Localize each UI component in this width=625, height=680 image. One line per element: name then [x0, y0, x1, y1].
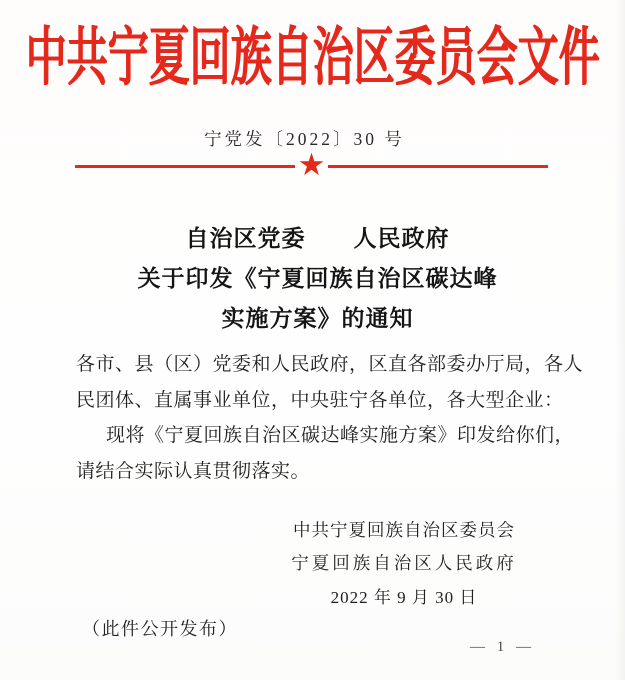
- recipients-line-1: 各市、县（区）党委和人民政府，区直各部委办厅局，各人: [76, 354, 584, 375]
- document-number: 宁党发〔2022〕30 号: [204, 129, 405, 149]
- title-line-1: 自治区党委 人民政府: [185, 226, 450, 251]
- notice-line-2: 请结合实际认真贯彻落实。: [76, 460, 311, 482]
- signature-block: [282, 514, 526, 614]
- title-line-3: 实施方案》的通知: [221, 306, 414, 331]
- document-title: [75, 219, 560, 339]
- red-rule-left: [75, 165, 295, 168]
- public-release-note: （此件公开发布）: [82, 619, 238, 639]
- recipients-line-2: 民团体、直属事业单位，中央驻宁各单位，各大型企业：: [76, 389, 564, 411]
- scan-edge-shading: [615, 0, 625, 680]
- red-divider: [75, 147, 548, 182]
- red-rule-right: [328, 165, 548, 168]
- document-body: [76, 347, 584, 489]
- signature-org-2: 宁夏回族自治区人民政府: [291, 553, 517, 573]
- masthead-org-title: 中共宁夏回族自治区委员会文件: [25, 21, 600, 93]
- signature-date: 2022 年 9 月 30 日: [330, 588, 478, 607]
- notice-line-1: 现将《宁夏回族自治区碳达峰实施方案》印发给你们，: [106, 425, 575, 446]
- red-star-icon: ★: [297, 147, 326, 182]
- red-masthead: [0, 6, 625, 93]
- signature-org-1: 中共宁夏回族自治区委员会: [293, 520, 515, 540]
- title-line-2: 关于印发《宁夏回族自治区碳达峰: [137, 266, 498, 291]
- page-number: — 1 —: [470, 639, 535, 655]
